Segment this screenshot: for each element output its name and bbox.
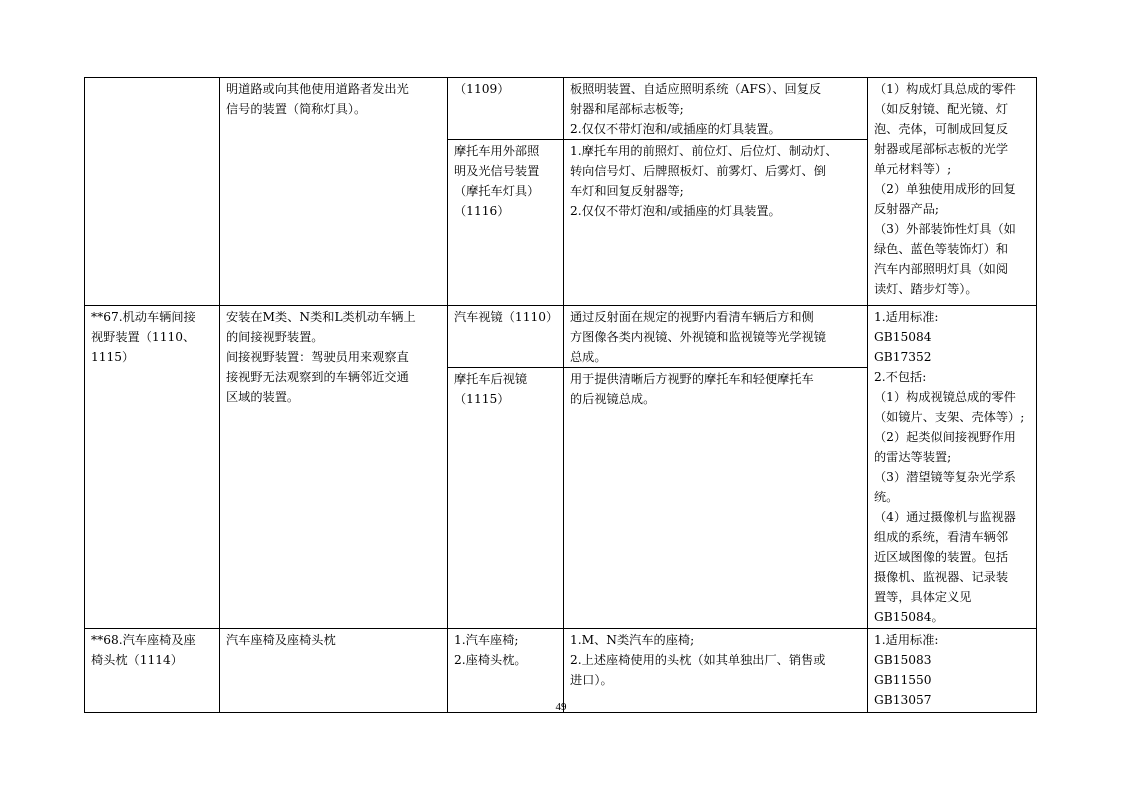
text-line: 区域的装置。 [226,390,300,404]
text-line: 板照明装置、自适应照明系统（AFS）、回复反 [570,82,822,96]
text-line: 方图像各类内视镜、外视镜和监视镜等光学视镜 [570,330,826,344]
text-line: 2.仅仅不带灯泡和/或插座的灯具装置。 [570,204,781,218]
sub-product-cell [448,306,564,368]
text-line: 汽车内部照明灯具（如阅 [874,262,1009,276]
text-line: 间接视野装置：驾驶员用来观察直 [226,350,409,364]
text-line: （1）构成灯具总成的零件 [874,82,1016,96]
text-line: （2）起类似间接视野作用 [874,430,1016,444]
text-line: **67.机动车辆间接 [91,310,196,324]
text-line: 接视野无法观察到的车辆邻近交通 [226,370,409,384]
text-line: 1.摩托车用的前照灯、前位灯、后位灯、制动灯、 [570,144,838,158]
description-cell [220,78,448,306]
sub-product-cell [448,629,564,713]
table-row-67 [85,306,1037,368]
text-line: 总成。 [570,350,607,364]
text-line: 1.适用标准: [874,633,939,647]
text-line: GB15084。 [874,610,944,624]
regulation-table [84,77,1037,713]
text-line: 摩托车后视镜 [454,372,528,386]
product-cell [85,629,220,713]
text-line: 1.汽车座椅; [454,633,519,647]
text-line: （3）外部装饰性灯具（如 [874,222,1016,236]
description-cell [220,629,448,713]
text-line: 射器和尾部标志板等; [570,102,684,116]
description-cell [220,306,448,629]
notes-cell [868,306,1037,629]
text-line: 近区域图像的装置。包括 [874,550,1009,564]
text-line: （2）单独使用成形的回复 [874,182,1016,196]
sub-product-cell [448,78,564,140]
text-line: 摩托车用外部照 [454,144,540,158]
product-cell [85,78,220,306]
sub-product-cell [448,368,564,629]
notes-cell [868,78,1037,306]
notes-cell [868,629,1037,713]
text-line: 1.适用标准: [874,310,939,324]
text-line: GB15084 [874,330,932,344]
text-line: 射器或尾部标志板的光学 [874,142,1009,156]
text-line: 2.不包括: [874,370,927,384]
text-line: （摩托车灯具） [454,184,540,198]
text-line: 单元材料等）; [874,162,952,176]
text-line: 的后视镜总成。 [570,392,656,406]
text-line: 的间接视野装置。 [226,330,324,344]
text-line: （1109） [454,82,510,96]
text-line: （3）潜望镜等复杂光学系 [874,470,1016,484]
text-line: 视野装置（1110、 [91,330,196,344]
page-number: 49 [555,701,567,713]
product-cell [85,306,220,629]
text-line: （4）通过摄像机与监视器 [874,510,1016,524]
text-line: 反射器产品; [874,202,940,216]
text-line: （1116） [454,204,510,218]
text-line: **68.汽车座椅及座 [91,633,196,647]
text-line: （如反射镜、配光镜、灯 [874,102,1009,116]
text-line: 明道路或向其他使用道路者发出光 [226,82,409,96]
text-line: 2.上述座椅使用的头枕（如其单独出厂、销售或 [570,653,826,667]
text-line: GB11550 [874,673,932,687]
text-line: 统。 [874,490,899,504]
text-line: 泡、壳体，可制成回复反 [874,122,1009,136]
text-line: 置等，具体定义见 [874,590,972,604]
text-line: 2.仅仅不带灯泡和/或插座的灯具装置。 [570,122,781,136]
sub-product-cell [448,140,564,306]
table-row-lighting-continued [85,78,1037,140]
text-line: 1.M、N类汽车的座椅; [570,633,695,647]
scope-cell [564,368,868,629]
text-line: 摄像机、监视器、记录装 [874,570,1009,584]
scope-cell [564,140,868,306]
text-line: 信号的装置（简称灯具）。 [226,102,367,116]
text-line: 的雷达等装置; [874,450,952,464]
text-line: 安装在M类、N类和L类机动车辆上 [226,310,416,324]
text-line: GB13057 [874,693,932,707]
text-line: （1115） [454,392,510,406]
text-line: 1115） [91,350,135,364]
text-line: 转向信号灯、后牌照板灯、前雾灯、后雾灯、倒 [570,164,826,178]
text-line: 明及光信号装置 [454,164,540,178]
text-line: （1）构成视镜总成的零件 [874,390,1016,404]
text-line: 车灯和回复反射器等; [570,184,684,198]
text-line: 读灯、踏步灯等）。 [874,282,978,296]
text-line: 汽车视镜（1110） [454,310,559,324]
text-line: GB17352 [874,350,932,364]
text-line: 绿色、蓝色等装饰灯）和 [874,242,1009,256]
text-line: 椅头枕（1114） [91,653,183,667]
table-row-68 [85,629,1037,713]
scope-cell [564,78,868,140]
scope-cell [564,629,868,713]
scope-cell [564,306,868,368]
text-line: GB15083 [874,653,932,667]
text-line: 用于提供清晰后方视野的摩托车和轻便摩托车 [570,372,814,386]
text-line: 组成的系统，看清车辆邻 [874,530,1009,544]
text-line: 通过反射面在规定的视野内看清车辆后方和侧 [570,310,814,324]
text-line: 2.座椅头枕。 [454,653,527,667]
text-line: （如镜片、支架、壳体等）; [874,410,1025,424]
text-line: 汽车座椅及座椅头枕 [226,633,336,647]
text-line: 进口）。 [570,673,613,687]
